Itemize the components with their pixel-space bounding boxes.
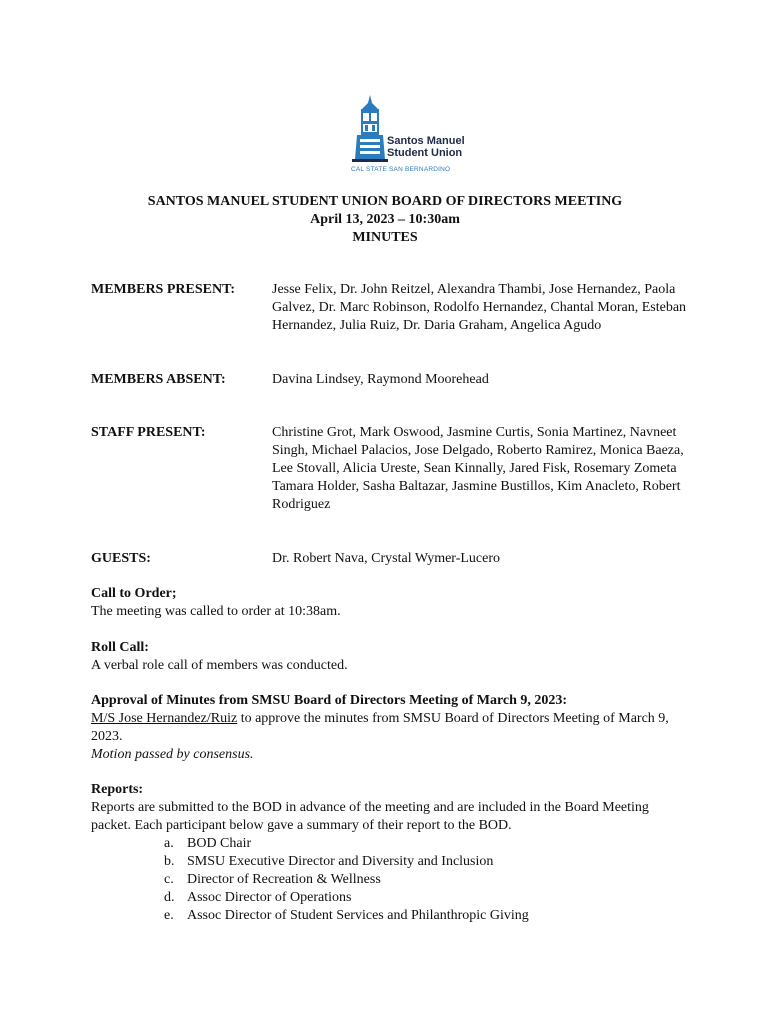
report-list-item (164, 907, 529, 925)
roll-call-text: A verbal role call of members was conducted. (91, 658, 348, 673)
guests-list (272, 550, 732, 568)
list-marker: c. (164, 872, 174, 887)
members-absent-list (272, 371, 732, 389)
logo-line-2: Student Union (387, 147, 463, 159)
document-title: SANTOS MANUEL STUDENT UNION BOARD OF DIRECTORS MEETING (147, 194, 623, 209)
report-list-item (164, 889, 351, 907)
list-item-label: BOD Chair (187, 836, 252, 851)
reports-text-line-2: packet. Each participant below gave a summary of their report to the BOD. (91, 818, 512, 833)
list-marker: d. (164, 890, 175, 905)
list-item-label: Assoc Director of Student Services and Philanthropic Giving (187, 908, 529, 923)
members-present-label: MEMBERS PRESENT: (91, 282, 236, 297)
motion-text: to approve the minutes from SMSU Board of Directors Meeting of March 9, (237, 711, 669, 726)
list-marker: a. (164, 836, 174, 851)
document-subtitle: MINUTES (352, 230, 418, 245)
approval-motion (91, 710, 669, 728)
report-list-item (164, 853, 493, 871)
staff-present-label: STAFF PRESENT: (91, 425, 206, 440)
motion-movers: M/S Jose Hernandez/Ruiz (91, 711, 238, 726)
logo-subtitle: CAL STATE SAN BERNARDINO (351, 166, 451, 173)
clock-tower-icon (350, 95, 390, 167)
members-present-list (272, 281, 732, 335)
staff-present-line: Rodriguez (272, 497, 331, 512)
staff-present-line: Christine Grot, Mark Oswood, Jasmine Curtis, Sonia Martinez, Navneet (272, 425, 677, 440)
members-absent-line: Davina Lindsey, Raymond Moorehead (272, 372, 489, 387)
staff-present-line: Tamara Holder, Sasha Baltazar, Jasmine Bustillos, Kim Anacleto, Robert (272, 479, 681, 494)
list-item-label: Director of Recreation & Wellness (187, 872, 381, 887)
approval-heading: Approval of Minutes from SMSU Board of Directors Meeting of March 9, 2023: (91, 693, 568, 708)
guests-label: GUESTS: (91, 551, 151, 566)
members-present-line: Hernandez, Julia Ruiz, Dr. Daria Graham, Angelica Agudo (272, 318, 602, 333)
staff-present-line: Lee Stovall, Alicia Ureste, Sean Kinnally, Jared Fisk, Rosemary Zometa (272, 461, 677, 476)
list-marker: e. (164, 908, 174, 923)
motion-result: Motion passed by consensus. (91, 747, 254, 762)
members-present-line: Jesse Felix, Dr. John Reitzel, Alexandra Thambi, Jose Hernandez, Paola (272, 282, 676, 297)
logo-line-1: Santos Manuel (387, 135, 465, 147)
reports-text-line-1: Reports are submitted to the BOD in advance of the meeting and are included in the Board Meeting (91, 800, 649, 815)
members-absent-label: MEMBERS ABSENT: (91, 372, 226, 387)
roll-call-heading: Roll Call: (91, 640, 149, 655)
list-item-label: SMSU Executive Director and Diversity and Inclusion (187, 854, 494, 869)
list-marker: b. (164, 854, 175, 869)
list-item-label: Assoc Director of Operations (187, 890, 352, 905)
meeting-date: April 13, 2023 – 10:30am (310, 212, 460, 227)
reports-heading: Reports: (91, 782, 144, 797)
call-to-order-text: The meeting was called to order at 10:38am. (91, 604, 341, 619)
members-present-line: Galvez, Dr. Marc Robinson, Rodolfo Hernandez, Chantal Moran, Esteban (272, 300, 687, 315)
santos-manuel-logo (348, 95, 478, 175)
staff-present-list (272, 424, 732, 514)
staff-present-line: Singh, Michael Palacios, Jose Delgado, Roberto Ramirez, Monica Baeza, (272, 443, 684, 458)
call-to-order-heading: Call to Order; (91, 586, 177, 601)
approval-motion-continued: 2023. (91, 729, 123, 744)
report-list-item (164, 871, 381, 889)
report-list-item (164, 835, 251, 853)
guests-line: Dr. Robert Nava, Crystal Wymer-Lucero (272, 551, 500, 566)
